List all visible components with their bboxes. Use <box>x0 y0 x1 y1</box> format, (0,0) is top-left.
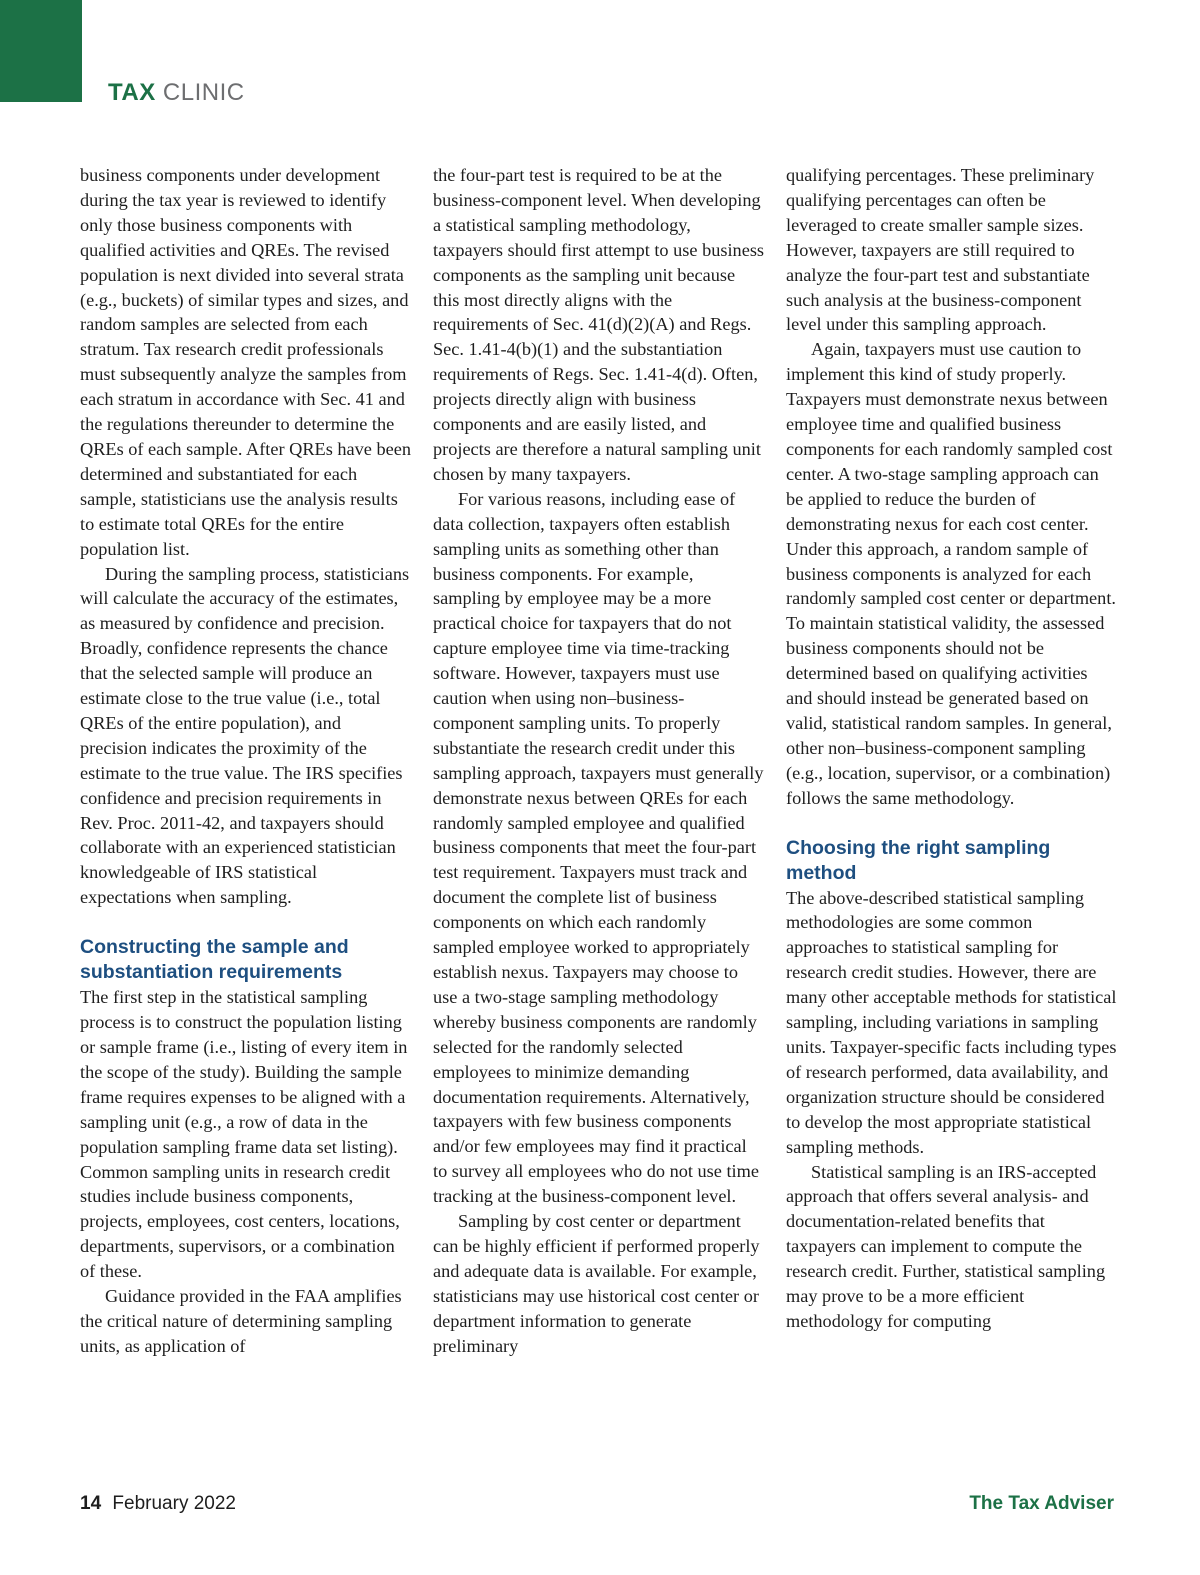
paragraph: For various reasons, including ease of data collection, taxpayers often establish sampling units as something other than business components. For example, sampling by employee may be a more practical choice for taxpayers that do not capture employee time via time-tracking software. However, taxpayers must use caution when using non–business-component sampling units. To properly substantiate the research credit under this sampling approach, taxpayers must generally demonstrate nexus between QREs for each randomly sampled employee and qualified business components that meet the four-part test requirement. Taxpayers must track and document the complete list of business components on which each randomly sampled employee worked to appropriately establish nexus. Taxpayers may choose to use a two-stage sampling methodology whereby business components are randomly selected for the randomly selected employees to minimize demanding documentation requirements. Alternatively, taxpayers with few business components and/or few employees may find it practical to survey all employees who do not use time tracking at the business-component level. <box>433 488 764 1207</box>
corner-color-block <box>0 0 82 102</box>
section-heading-choosing-method: Choosing the right sampling method <box>786 836 1051 884</box>
paragraph: During the sampling process, statisticians will calculate the accuracy of the estimates, as measured by confidence and precision. Broadly, confidence represents the chance that the selected sample will produce an estimate close to the true value (i.e., total QREs of the entire population), and precision indicates the proximity of the estimate to the true value. The IRS specifies confidence and precision requirements in Rev. Proc. 2011-42, and taxpayers should collaborate with an experienced statistician knowledgeable of IRS statistical expectations when sampling. <box>80 563 410 908</box>
paragraph: Again, taxpayers must use caution to implement this kind of study properly. Taxpayers must demonstrate nexus between employee time and qualified business components for each randomly sampled cost center. A two-stage sampling approach can be applied to reduce the burden of demonstrating nexus for each cost center. Under this approach, a random sample of business components is analyzed for each randomly sampled cost center or department. To maintain statistical validity, the assessed business components should not be determined based on qualifying activities and should instead be generated based on valid, statistical random samples. In general, other non–business-component sampling (e.g., location, supervisor, or a combination) follows the same methodology. <box>786 339 1116 808</box>
paragraph: qualifying percentages. These preliminary qualifying percentages can often be leveraged to create smaller sample sizes. However, taxpayers are still required to analyze the four-part test and substantiate such analysis at the business-component level under this sampling approach. <box>786 165 1095 335</box>
paragraph: business components under development during the tax year is reviewed to identify only those business components with qualified activities and QREs. The revised population is next divided into several strata (e.g., buckets) of similar types and sizes, and random samples are selected from each stratum. Tax research credit professionals must subsequently analyze the samples from each stratum in accordance with Sec. 41 and the regulations thereunder to determine the QREs of each sample. After QREs have been determined and substantiated for each sample, statisticians use the analysis results to estimate total QREs for the entire population list. <box>80 165 411 559</box>
article-column-2 <box>433 163 765 1359</box>
paragraph: Statistical sampling is an IRS-accepted approach that offers several analysis- and documentation-related benefits that taxpayers can implement to compute the research credit. Further, statistical sampling may prove to be a more efficient methodology for computing <box>786 1161 1106 1331</box>
paragraph: The above-described statistical sampling methodologies are some common approaches to statistical sampling for research credit studies. However, there are many other acceptable methods for statistical sampling, including variations in sampling units. Taxpayer-specific facts including types of research performed, data availability, and organization structure should be considered to develop the most appropriate statistical sampling methods. <box>786 887 1117 1157</box>
paragraph: The first step in the statistical sampling process is to construct the population listing or sample frame (i.e., listing of every item in the scope of the study). Building the sample frame requires expenses to be aligned with a sampling unit (e.g., a row of data in the population sampling frame data set listing). Common sampling units in research credit studies include business components, projects, employees, cost centers, locations, departments, supervisors, or a combination of these. <box>80 987 408 1282</box>
section-label <box>108 78 245 108</box>
article-column-3 <box>786 163 1118 1334</box>
section-label-light: CLINIC <box>162 79 245 106</box>
section-label-strong: TAX <box>108 79 156 106</box>
paragraph: the four-part test is required to be at the business-component level. When developing a statistical sampling methodology, taxpayers should first attempt to use business components as the sampling unit because this most directly aligns with the requirements of Sec. 41(d)(2)(A) and Regs. Sec. 1.41-4(b)(1) and the substantiation requirements of Regs. Sec. 1.41-4(d). Often, projects directly align with business components and are easily listed, and projects are therefore a natural sampling unit chosen by many taxpayers. <box>433 165 765 484</box>
publication-name: The Tax Adviser <box>969 1493 1114 1514</box>
paragraph: Sampling by cost center or department can be highly efficient if performed properly and adequate data is available. For example, statisticians may use historical cost center or department information to generate preliminary <box>433 1211 760 1356</box>
paragraph: Guidance provided in the FAA amplifies the critical nature of determining sampling units, as application of <box>80 1286 402 1356</box>
section-heading-constructing-sample: Constructing the sample and substantiation requirements <box>80 936 349 984</box>
page-number: 14 <box>80 1493 102 1514</box>
issue-date: February 2022 <box>112 1493 236 1514</box>
footer-folio <box>80 1493 236 1515</box>
article-column-1 <box>80 163 412 1359</box>
